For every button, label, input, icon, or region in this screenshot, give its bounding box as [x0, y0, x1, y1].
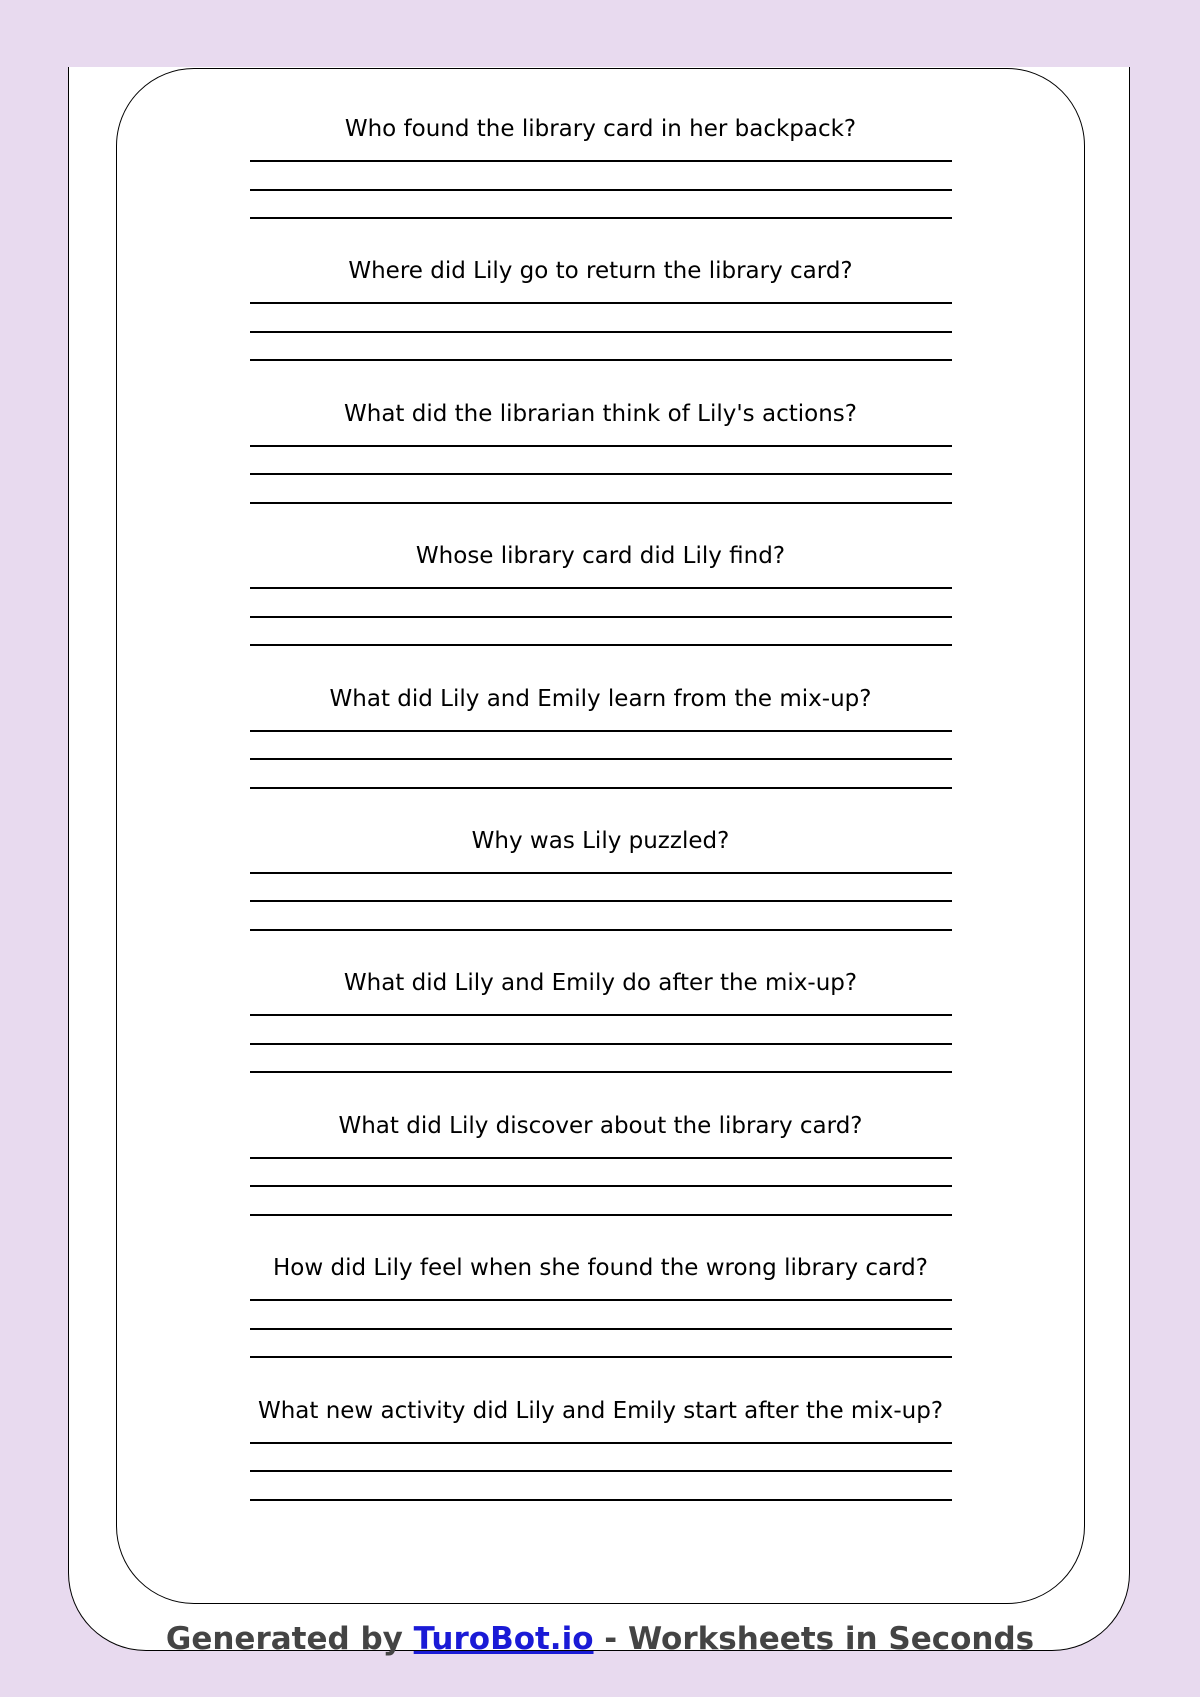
question-list: [117, 117, 1084, 1541]
answer-line[interactable]: [250, 787, 952, 789]
answer-line[interactable]: [250, 1356, 952, 1358]
answer-line[interactable]: [250, 1499, 952, 1501]
answer-line[interactable]: [250, 1214, 952, 1216]
answer-line[interactable]: [250, 1014, 952, 1016]
answer-line[interactable]: [250, 929, 952, 931]
question-item: [117, 821, 1084, 971]
answer-line[interactable]: [250, 359, 952, 361]
question-item: [117, 679, 1084, 829]
answer-line[interactable]: [250, 473, 952, 475]
answer-line[interactable]: [250, 587, 952, 589]
answer-line[interactable]: [250, 1157, 952, 1159]
question-item: [117, 109, 1084, 259]
answer-line[interactable]: [250, 331, 952, 333]
answer-line[interactable]: [250, 758, 952, 760]
answer-line[interactable]: [250, 502, 952, 504]
answer-line[interactable]: [250, 730, 952, 732]
turobot-link[interactable]: TuroBot.io: [413, 1621, 594, 1657]
answer-line[interactable]: [250, 1299, 952, 1301]
question-text: Whose library card did Lily find?: [415, 543, 786, 570]
answer-line[interactable]: [250, 189, 952, 191]
answer-line[interactable]: [250, 302, 952, 304]
answer-line[interactable]: [250, 616, 952, 618]
answer-line[interactable]: [250, 445, 952, 447]
question-text: Where did Lily go to return the library card?: [348, 258, 853, 285]
footer-credit: [0, 1617, 1200, 1661]
footer-prefix: Generated by: [165, 1621, 414, 1657]
answer-line[interactable]: [250, 1328, 952, 1330]
question-text: What did Lily and Emily do after the mix-up?: [343, 970, 858, 997]
question-item: [117, 251, 1084, 401]
answer-line[interactable]: [250, 644, 952, 646]
footer-suffix: - Worksheets in Seconds: [593, 1621, 1035, 1657]
question-item: [117, 1106, 1084, 1256]
answer-line[interactable]: [250, 1442, 952, 1444]
question-text: Who found the library card in her backpack?: [344, 116, 857, 142]
answer-line[interactable]: [250, 872, 952, 874]
question-text: Why was Lily puzzled?: [471, 827, 730, 854]
questions-card: [116, 68, 1085, 1604]
question-text: What new activity did Lily and Emily start after the mix-up?: [257, 1397, 944, 1424]
answer-line[interactable]: [250, 1185, 952, 1187]
question-item: [117, 536, 1084, 686]
question-text: What did Lily and Emily learn from the mix-up?: [329, 685, 872, 712]
question-item: [117, 1391, 1084, 1541]
answer-line[interactable]: [250, 1470, 952, 1472]
question-text: How did Lily feel when she found the wrong library card?: [273, 1255, 928, 1282]
question-item: [117, 394, 1084, 544]
question-item: [117, 963, 1084, 1113]
question-text: What did Lily discover about the library card?: [338, 1112, 863, 1139]
answer-line[interactable]: [250, 160, 952, 162]
answer-line[interactable]: [250, 1043, 952, 1045]
answer-line[interactable]: [250, 1071, 952, 1073]
answer-line[interactable]: [250, 900, 952, 902]
question-text: What did the librarian think of Lily's actions?: [344, 400, 857, 427]
question-item: [117, 1248, 1084, 1398]
answer-line[interactable]: [250, 217, 952, 219]
